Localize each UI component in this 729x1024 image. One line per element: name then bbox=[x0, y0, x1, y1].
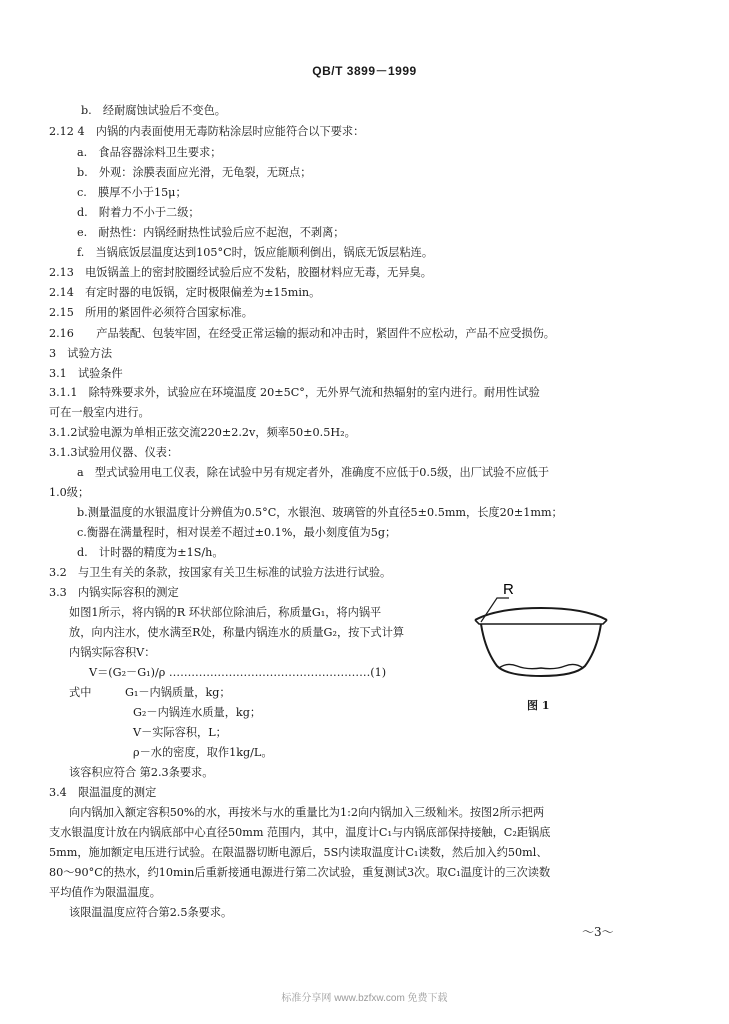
text-line: 该容积应符合 第2.3条要求。 bbox=[69, 766, 214, 779]
text-line: b.测量温度的水银温度计分辨值为0.5°C，水银泡、玻璃管的外直径5±0.5mm，长度20±1mm； bbox=[77, 506, 563, 519]
text-line: 3.1.1 除特殊要求外，试验应在环境温度 20±5C°，无外界气流和热辐射的室内进行。耐用性试验 bbox=[49, 386, 540, 399]
text-line: 如图1所示，将内锅的R 环状部位除油后，称质量G₁，将内锅平 bbox=[69, 606, 382, 619]
figure-label-r: R bbox=[503, 581, 514, 598]
text-line: 1.0级； bbox=[49, 486, 90, 499]
inner-pot-figure bbox=[467, 580, 615, 690]
text-line: 支水银温度计放在内锅底部中心直径50mm 范围内，其中，温度计C₁与内锅底部保持接触，C₂距锅底 bbox=[49, 826, 551, 839]
text-line: d. 附着力不小于二级； bbox=[77, 206, 200, 219]
formula: V＝(G₂－G₁)/ρ ………………………………………………(1) bbox=[89, 666, 387, 679]
page-number: ～3～ bbox=[582, 925, 614, 939]
text-line: G₂－内锅连水质量，kg； bbox=[133, 706, 262, 719]
text-line: a. 食品容器涂料卫生要求； bbox=[77, 146, 222, 159]
text-line: c.衡器在满量程时，相对误差不超过±0.1%，最小刻度值为5g； bbox=[77, 526, 397, 539]
text-line: 3.1 试验条件 bbox=[49, 367, 123, 380]
text-line: ρ－水的密度，取作1kg/L。 bbox=[133, 746, 273, 759]
text-line: c. 膜厚不小于15μ； bbox=[77, 186, 187, 199]
text-line: 3.4 限温温度的测定 bbox=[49, 786, 157, 799]
text-line: 3.3 内锅实际容积的测定 bbox=[49, 586, 179, 599]
figure-caption: 图 1 bbox=[527, 699, 550, 712]
text-line: 5mm，施加额定电压进行试验。在限温器切断电源后，5S内读取温度计C₁读数，然后加入约50ml、 bbox=[49, 846, 548, 859]
text-line: 80～90°C的热水，约10min后重新接通电源进行第二次试验，重复测试3次。取C₁温度计的三次读数 bbox=[49, 866, 551, 879]
text-line: a 型式试验用电工仪表，除在试验中另有规定者外，准确度不应低于0.5级，出厂试验不应低于 bbox=[77, 466, 549, 479]
text-line: 3.2 与卫生有关的条款，按国家有关卫生标准的试验方法进行试验。 bbox=[49, 566, 392, 579]
standard-header: QB/T 3899－1999 bbox=[312, 64, 417, 78]
text-line: 内锅实际容积V： bbox=[69, 646, 156, 659]
text-line: 平均值作为限温温度。 bbox=[49, 886, 161, 899]
text-line: V－实际容积，L； bbox=[133, 726, 227, 739]
text-line: 2.16 产品装配、包装牢固，在经受正常运输的振动和冲击时，紧固件不应松动，产品不应受损伤。 bbox=[49, 327, 555, 340]
text-line: 可在一般室内进行。 bbox=[49, 406, 150, 419]
text-line: 式中 G₁－内锅质量，kg； bbox=[69, 686, 231, 699]
section-heading: 3 试验方法 bbox=[49, 347, 113, 360]
text-line: 向内锅加入额定容积50%的水，再按米与水的重量比为1:2向内锅加入三级籼米。按图2所示把两 bbox=[69, 806, 545, 819]
text-line: 3.1.2试验电源为单相正弦交流220±2.2v，频率50±0.5H₂。 bbox=[49, 426, 356, 439]
text-line: 3.1.3试验用仪器、仪表： bbox=[49, 446, 179, 459]
text-line: 该限温温度应符合第2.5条要求。 bbox=[69, 906, 233, 919]
text-line: f. 当锅底饭层温度达到105°C时，饭应能顺利倒出，锅底无饭层粘连。 bbox=[77, 246, 434, 259]
text-line: e. 耐热性：内锅经耐热性试验后应不起泡，不剥离； bbox=[77, 226, 345, 239]
text-line: 放，向内注水，使水满至R处，称量内锅连水的质量G₂，按下式计算 bbox=[69, 626, 405, 639]
watermark: 标准分享网 www.bzfxw.com 免费下载 bbox=[281, 993, 448, 1004]
text-line: 2.15 所用的紧固件必须符合国家标准。 bbox=[49, 306, 253, 319]
text-line: b. 经耐腐蚀试验后不变色。 bbox=[81, 104, 226, 117]
text-line: 2.13 电饭锅盖上的密封胶圈经试验后应不发粘，胶圈材料应无毒，无异臭。 bbox=[49, 266, 432, 279]
text-line: 2.14 有定时器的电饭锅，定时极限偏差为±15min。 bbox=[49, 286, 321, 299]
text-line: b. 外观：涂膜表面应光滑，无龟裂，无斑点； bbox=[77, 166, 312, 179]
text-line: 2.12 4 内锅的内表面使用无毒防粘涂层时应能符合以下要求： bbox=[49, 125, 365, 138]
text-line: d. 计时器的精度为±1S/h。 bbox=[77, 546, 224, 559]
